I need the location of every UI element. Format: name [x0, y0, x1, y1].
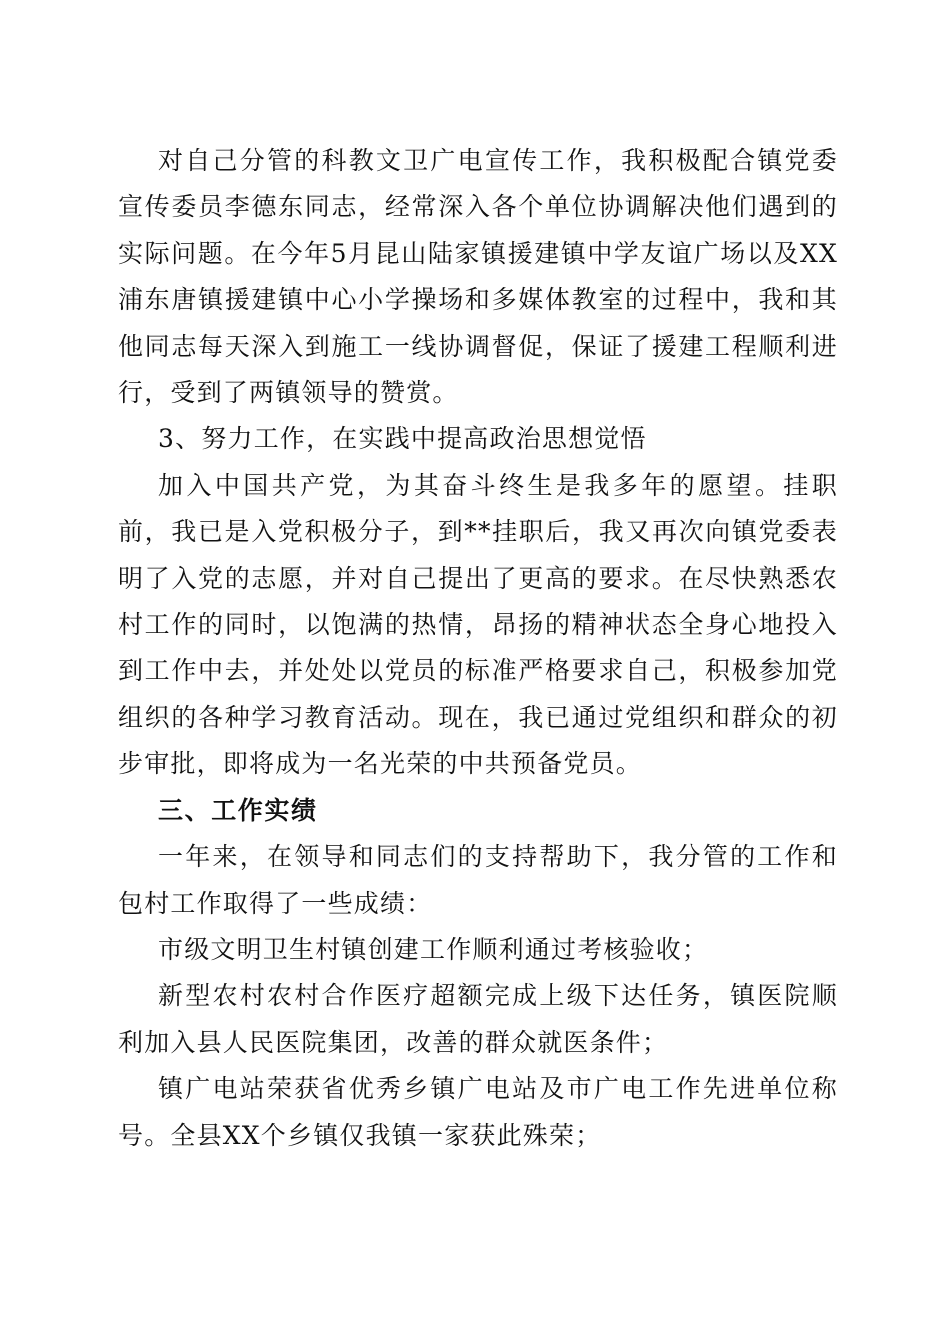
document-body [118, 138, 838, 1159]
paragraph-rural-medical: 新型农村农村合作医疗超额完成上级下达任务，镇医院顺利加入县人民医院集团，改善的群众就医条件； [118, 981, 838, 1057]
paragraph-cultural-work: 对自己分管的科教文卫广电宣传工作，我积极配合镇党委宣传委员李德东同志，经常深入各个单位协调解决他们遇到的实际问题。在今年5月昆山陆家镇援建镇中学友谊广场以及XX浦东唐镇援建镇中心小学操场和多媒体教室的过程中，我和其他同志每天深入到施工一线协调督促，保证了援建工程顺利进行，受到了两镇领导的赞赏。 [118, 146, 838, 408]
section-heading-achievements: 三、工作实绩 [158, 795, 318, 825]
paragraph-achievements-intro: 一年来，在领导和同志们的支持帮助下，我分管的工作和包村工作取得了一些成绩： [118, 842, 838, 918]
subheading-political-awareness: 3、努力工作，在实践中提高政治思想觉悟 [158, 424, 647, 454]
paragraph-party-membership: 加入中国共产党，为其奋斗终生是我多年的愿望。挂职前，我已是入党积极分子，到**挂职后，我又再次向镇党委表明了入党的志愿，并对自己提出了更高的要求。在尽快熟悉农村工作的同时，以饱满的热情，昂扬的精神状态全身心地投入到工作中去，并处处以党员的标准严格要求自己，积极参加党组织的各种学习教育活动。现在，我已通过党组织和群众的初步审批，即将成为一名光荣的中共预备党员。 [118, 470, 838, 779]
paragraph-broadcast-station: 镇广电站荣获省优秀乡镇广电站及市广电工作先进单位称号。全县XX个乡镇仅我镇一家获此殊荣； [118, 1074, 838, 1150]
paragraph-civilized-town: 市级文明卫生村镇创建工作顺利通过考核验收； [158, 934, 709, 964]
